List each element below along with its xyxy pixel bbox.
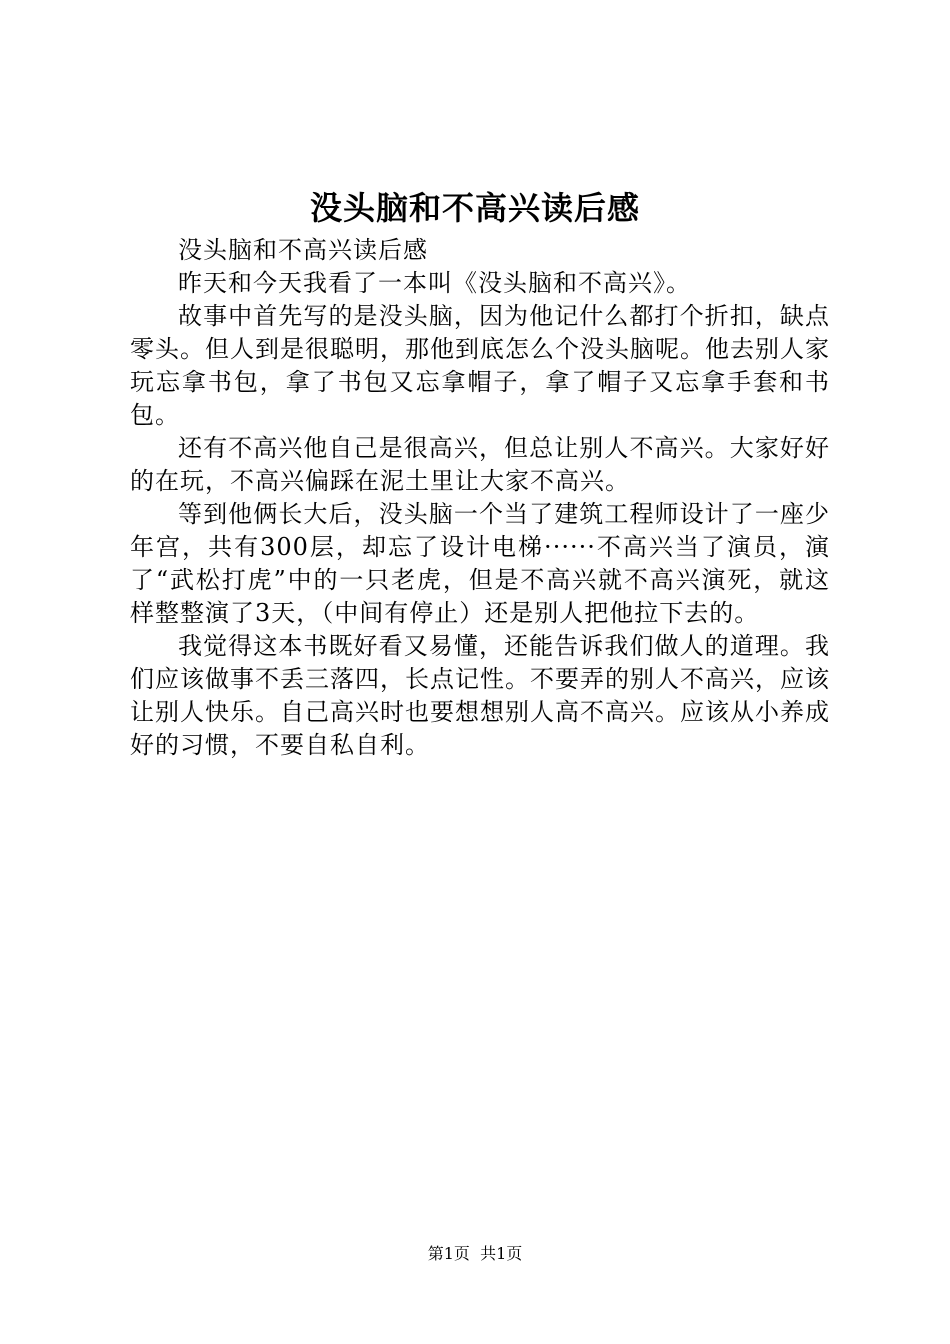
paragraph-intro: 昨天和今天我看了一本叫《没头脑和不高兴》。 [178,269,691,297]
paragraph-subtitle: 没头脑和不高兴读后感 [178,236,428,264]
paragraph-conclusion: 我觉得这本书既好看又易懂，还能告诉我们做人的道理。我们应该做事不丢三落四，长点记性。不要弄的别人不高兴，应该让别人快乐。自己高兴时也要想想别人高不高兴。应该从小养成好的习惯，不要自私自利。 [130,632,830,759]
document-title: 没头脑和不高兴读后感 [309,189,640,227]
paragraph-bugaoxing: 还有不高兴他自己是很高兴，但总让别人不高兴。大家好好的在玩，不高兴偏踩在泥土里让大家不高兴。 [130,434,830,495]
footer-spacer [470,1244,480,1263]
page-number: 第1页 [427,1244,470,1263]
page-total: 共1页 [480,1244,523,1263]
paragraph-grown-up: 等到他俩长大后，没头脑一个当了建筑工程师设计了一座少年宫，共有300层，却忘了设计电梯······不高兴当了演员，演了“武松打虎”中的一只老虎，但是不高兴就不高兴演死，就这样整整演了3天，（中间有停止）还是别人把他拉下去的。 [130,500,830,627]
paragraph-meitounao: 故事中首先写的是没头脑，因为他记什么都打个折扣，缺点零头。但人到是很聪明，那他到底怎么个没头脑呢。他去别人家玩忘拿书包，拿了书包又忘拿帽子，拿了帽子又忘拿手套和书包。 [130,302,830,429]
document-body [130,234,830,762]
page-footer [0,1242,950,1266]
